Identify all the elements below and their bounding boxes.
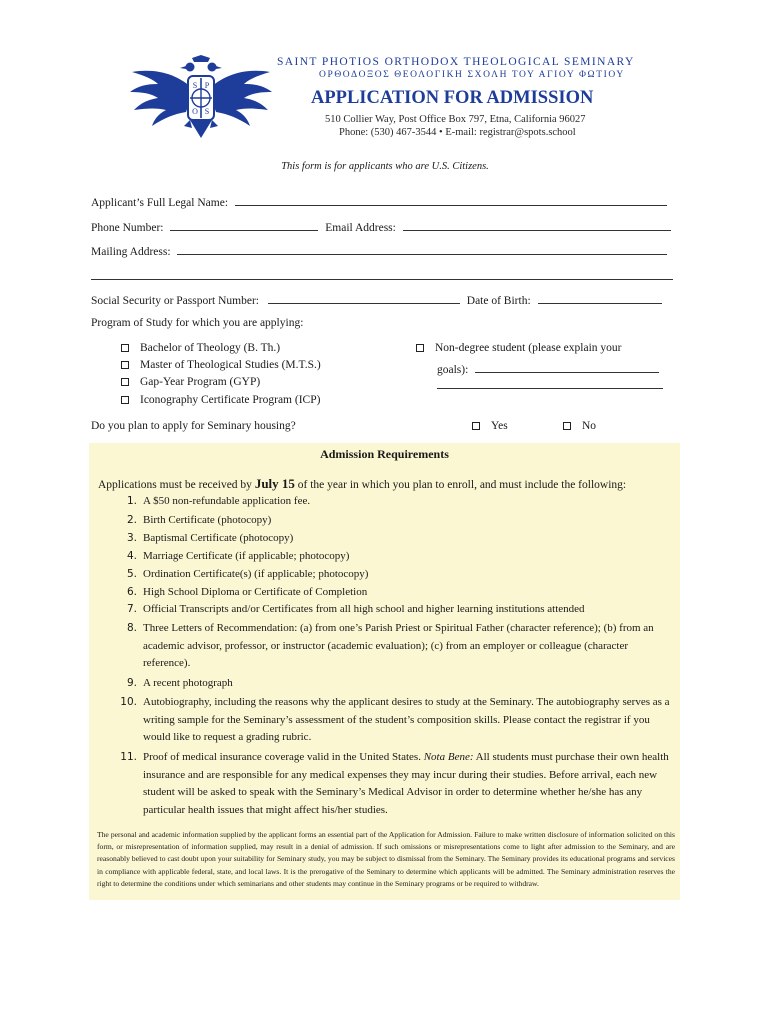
program-option-label: Iconography Certificate Program (ICP) [140, 394, 321, 406]
checkbox-icon[interactable] [121, 344, 129, 352]
housing-no-option[interactable] [563, 420, 596, 432]
mailing-address-field[interactable] [177, 243, 667, 255]
email-field[interactable] [403, 219, 671, 231]
nota-bene: Nota Bene: [423, 751, 474, 763]
housing-no-label: No [582, 420, 597, 432]
deadline-date: July 15 [254, 476, 295, 491]
full-name-label: Applicant’s Full Legal Name: [91, 197, 229, 209]
requirement-item: 3. Baptismal Certificate (photocopy) [126, 532, 294, 544]
logo-letter: S [192, 81, 198, 90]
phone-label: Phone Number: [91, 222, 164, 234]
ssn-label: Social Security or Passport Number: [91, 295, 260, 307]
program-option-non-degree[interactable] [416, 342, 622, 354]
non-degree-goals-field-line2[interactable] [437, 377, 663, 389]
requirements-intro [98, 476, 626, 492]
requirement-item: 5. Ordination Certificate(s) (if applicable; photocopy) [126, 568, 369, 580]
non-degree-goals-field[interactable] [475, 361, 659, 373]
logo-letter: P [204, 81, 210, 90]
logo-letter: S [204, 107, 210, 116]
ssn-field[interactable] [268, 292, 460, 304]
ssn-dob-row [91, 292, 662, 307]
seminary-greek-name: ΟΡΘΟΔΟΞΟΣ ΘΕΟΛΟΓΙΚΗ ΣΧΟΛΗ ΤΟΥ ΑΓΙΟΥ ΦΩΤΙΟΥ [319, 70, 625, 80]
admission-requirements-box [89, 443, 680, 900]
letterhead [277, 56, 657, 139]
requirement-item: 9. A recent photograph [126, 677, 233, 689]
seminary-logo [128, 54, 274, 140]
dob-label: Date of Birth: [466, 295, 531, 307]
intro-text: Applications must be received by [98, 479, 252, 491]
requirement-item: 10. Autobiography, including the reasons why the applicant desires to study at the Seminary. The autobiography serves as a writing sample for the Seminary’s assessment of the student’s composition skills. Please contact the registrar if you would like to request a grading rubric. [120, 696, 670, 743]
seminary-address: 510 Collier Way, Post Office Box 797, Etna, California 96027 [325, 114, 586, 125]
requirement-item: 4. Marriage Certificate (if applicable; photocopy) [126, 550, 350, 562]
non-degree-goals-row [437, 361, 659, 376]
housing-yes-label: Yes [491, 420, 508, 432]
program-question: Program of Study for which you are applying: [91, 317, 304, 329]
requirement-item: 1. A $50 non-refundable application fee. [126, 495, 311, 507]
seminary-contact: Phone: (530) 467-3544 • E-mail: registrar@spots.school [339, 127, 576, 138]
program-option-icp[interactable] [121, 394, 320, 406]
requirements-title: Admission Requirements [320, 447, 449, 461]
program-option-label: Gap-Year Program (GYP) [140, 376, 261, 388]
logo-letter: O [192, 107, 198, 116]
program-option-bth[interactable] [121, 342, 280, 354]
mailing-address-line2-field[interactable] [91, 268, 673, 280]
requirement-item: 7. Official Transcripts and/or Certificates from all high school and higher learning institutions attended [126, 603, 585, 615]
program-option-gyp[interactable] [121, 376, 260, 388]
phone-field[interactable] [170, 219, 318, 231]
page-title: APPLICATION FOR ADMISSION [311, 88, 594, 108]
housing-question: Do you plan to apply for Seminary housing? [91, 420, 296, 432]
program-option-label: Master of Theological Studies (M.T.S.) [140, 359, 321, 371]
checkbox-icon[interactable] [472, 422, 480, 430]
program-option-label: Bachelor of Theology (B. Th.) [140, 342, 281, 354]
checkbox-icon[interactable] [121, 378, 129, 386]
non-degree-label: Non-degree student (please explain your [435, 342, 622, 354]
citizenship-note: This form is for applicants who are U.S. Citizens. [281, 161, 489, 172]
intro-text-cont: of the year in which you plan to enroll, and must include the following: [297, 479, 627, 491]
mailing-address-line2-row [91, 268, 673, 283]
requirement-item: 8. Three Letters of Recommendation: (a) from one’s Parish Priest or Spiritual Father (character reference); (b) from an academic advisor, professor, or instructor (academic evaluation); (c) from an employer or colleague (character reference). [126, 622, 654, 669]
checkbox-icon[interactable] [416, 344, 424, 352]
program-option-mts[interactable] [121, 359, 321, 371]
dob-field[interactable] [538, 292, 662, 304]
email-label: Email Address: [325, 222, 396, 234]
non-degree-goals-label: goals): [437, 364, 469, 376]
phone-email-row [91, 219, 671, 234]
requirement-item: 6. High School Diploma or Certificate of Completion [126, 586, 368, 598]
full-name-row [91, 194, 667, 209]
full-name-field[interactable] [235, 194, 667, 206]
housing-yes-option[interactable] [472, 420, 508, 432]
requirement-item: 2. Birth Certificate (photocopy) [126, 514, 272, 526]
checkbox-icon[interactable] [563, 422, 571, 430]
checkbox-icon[interactable] [121, 361, 129, 369]
checkbox-icon[interactable] [121, 396, 129, 404]
seminary-name: SAINT PHOTIOS ORTHODOX THEOLOGICAL SEMINARY [277, 56, 635, 68]
non-degree-goals-row2 [437, 377, 663, 392]
requirement-item: 11. Proof of medical insurance coverage valid in the United States. Nota Bene: All students must purchase their own health insurance and are responsible for any medical expenses they may incur during their studies. Before arrival, each new student will be asked to speak with the Seminary’s Medical Advisor in order to determine whether he/she has any particular health issues that might affect his/her studies. [120, 751, 669, 816]
disclaimer-text: The personal and academic information supplied by the applicant forms an essential part of the Application for Admission. Failure to make written disclosure of information solicited on this form, or misrepresentation of information supplied, may result in a denial of admission. If such omissions or misrepresentations come to light after admission to the Seminary, and are reasonably believed to cast doubt upon your suitability for Seminary study, you may be subject to dismissal from the Seminary. The Seminary provides its educational programs and services in compliance with applicable federal, state, and local laws. It is the prerogative of the Seminary to determine which applicants will be admitted. The Seminary administration reserves the right to determine the conditions under which seminarians and other students may continue in the Seminary programs or be required to withdraw. [97, 830, 675, 888]
mailing-address-label: Mailing Address: [91, 246, 171, 258]
mailing-address-row [91, 243, 667, 258]
